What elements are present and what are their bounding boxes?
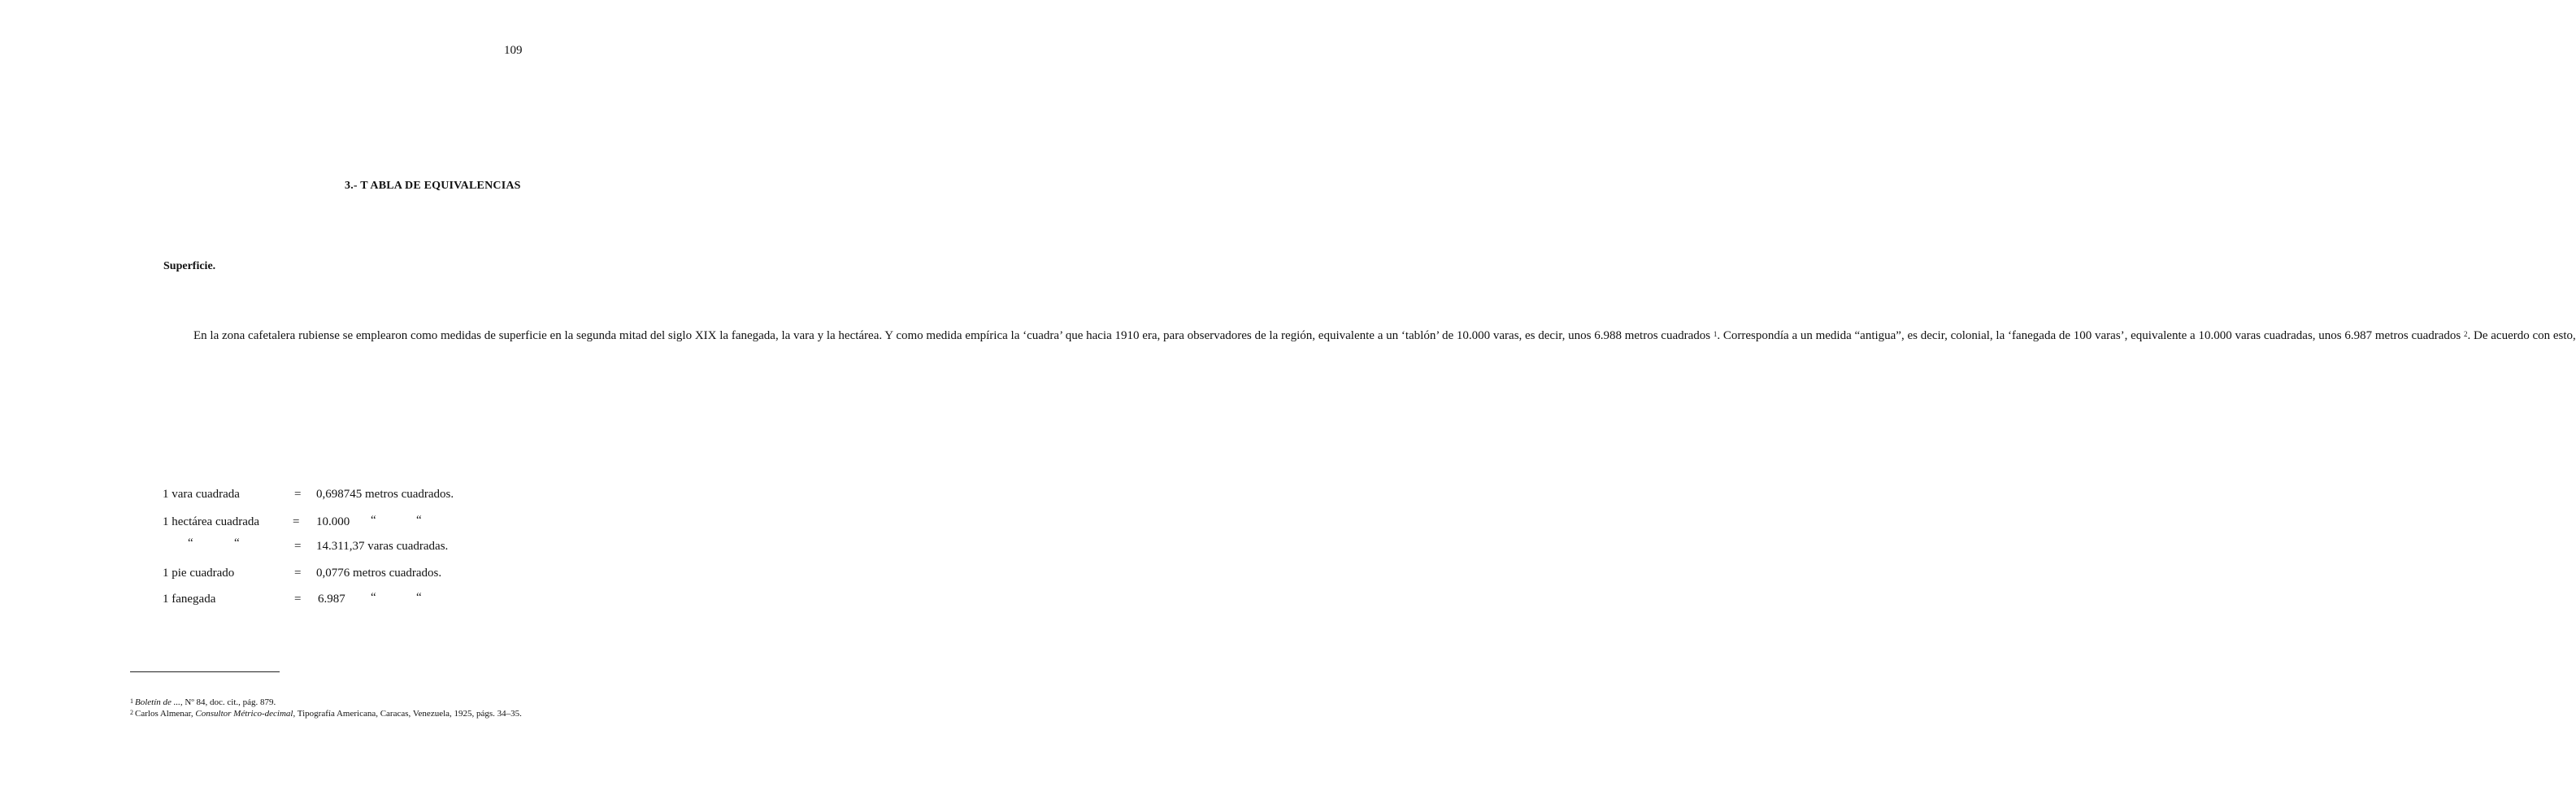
eq-row-4-value: 0,0776 metros cuadrados. bbox=[316, 567, 442, 580]
footnote-1-title: Boletín de ... bbox=[135, 697, 180, 707]
paragraph-text-3: . De acuerdo con esto, bbox=[2467, 329, 2576, 342]
eq-row-2-ditto-1: “ bbox=[371, 514, 376, 527]
eq-row-1-label: 1 vara cuadrada bbox=[163, 488, 240, 501]
footnote-2-number: 2 bbox=[130, 709, 133, 716]
eq-row-5-ditto-1: “ bbox=[371, 591, 376, 604]
eq-row-5-label: 1 fanegada bbox=[163, 593, 216, 606]
page-number: 109 bbox=[504, 44, 523, 57]
footnote-separator bbox=[130, 671, 280, 672]
eq-row-3-ditto-2: “ bbox=[234, 536, 240, 550]
footnote-1-number: 1 bbox=[130, 697, 133, 705]
eq-row-4-label: 1 pie cuadrado bbox=[163, 567, 235, 580]
footnote-ref-1[interactable]: 1 bbox=[1713, 330, 1718, 338]
eq-row-2-value: 10.000 bbox=[316, 515, 350, 528]
eq-row-2-label: 1 hectárea cuadrada bbox=[163, 515, 260, 528]
eq-row-1-value: 0,698745 metros cuadrados. bbox=[316, 488, 454, 501]
eq-row-3-value: 14.311,37 varas cuadradas. bbox=[316, 540, 449, 553]
eq-row-5-sign: = bbox=[294, 593, 302, 606]
section-title: 3.- T ABLA DE EQUIVALENCIAS bbox=[345, 180, 521, 192]
footnote-1 bbox=[130, 697, 536, 708]
body-paragraph bbox=[130, 324, 2576, 348]
eq-row-5-ditto-2: “ bbox=[416, 591, 422, 604]
paragraph-text-1: En la zona cafetalera rubiense se emplearon como medidas de superficie en la segunda mitad del siglo XIX la fanegada, la vara y la hectárea. Y como medida empírica la ‘cuadra’ que hacia 1910 era, para observadores de la región, equivalente a un ‘tablón’ de 10.000 varas, es decir, unos 6.988 metros cuadrados bbox=[193, 329, 1714, 342]
eq-row-3-ditto-1: “ bbox=[188, 536, 193, 550]
paragraph-text-2: . Correspondía a un medida “antigua”, es decir, colonial, la ‘fanegada de 100 varas’, equivalente a 10.000 varas cuadradas, unos 6.987 metros cuadrados bbox=[1717, 329, 2465, 342]
footnote-2-author: Carlos Almenar, bbox=[135, 709, 196, 719]
footnote-2-text: , Tipografía Americana, Caracas, Venezuela, 1925, págs. 34–35. bbox=[293, 709, 522, 719]
eq-row-1-sign: = bbox=[294, 488, 302, 501]
eq-row-4-sign: = bbox=[294, 567, 302, 580]
eq-row-5-value: 6.987 bbox=[318, 593, 345, 606]
footnote-2-title: Consultor Métrico-decimal bbox=[195, 709, 293, 719]
footnote-ref-2[interactable]: 2 bbox=[2464, 330, 2468, 338]
footnote-2 bbox=[130, 708, 536, 719]
eq-row-3-sign: = bbox=[294, 540, 302, 553]
eq-row-2-sign: = bbox=[293, 515, 300, 528]
eq-row-2-ditto-2: “ bbox=[416, 514, 422, 527]
subheading: Superficie. bbox=[163, 260, 216, 272]
footnote-1-text: , Nº 84, doc. cit., pág. 879. bbox=[180, 697, 276, 707]
